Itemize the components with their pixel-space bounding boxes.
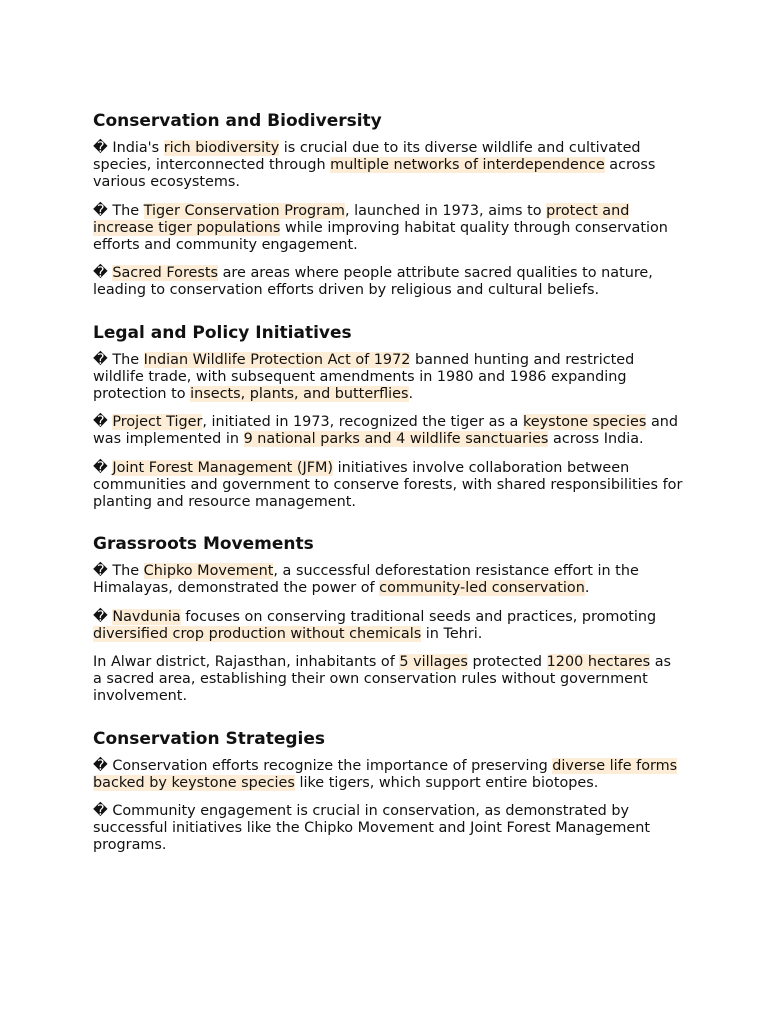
highlighted-phrase: Joint Forest Management (JFM) (112, 459, 334, 476)
text-segment: , launched in 1973, aims to (344, 202, 547, 219)
bullet-paragraph (93, 352, 683, 404)
bullet-paragraph (93, 460, 683, 512)
highlighted-phrase: Sacred Forests (112, 265, 219, 282)
bullet-paragraph (93, 563, 683, 597)
text-segment: . (584, 580, 590, 597)
text-segment: � The (93, 563, 144, 580)
highlighted-phrase: protect and increase tiger populations (93, 202, 630, 236)
highlighted-phrase: diversified crop production without chemicals (93, 625, 422, 642)
bullet-paragraph (93, 203, 683, 255)
highlighted-phrase: community-led conservation (379, 580, 585, 597)
text-segment: focuses on conserving traditional seeds and practices, promoting (180, 608, 657, 625)
section-heading: Grassroots Movements (93, 534, 314, 555)
text-segment: are areas where people attribute sacred qualities to nature, leading to conservation efforts driven by religious and cultural beliefs. (93, 265, 653, 299)
text-segment: � India's (93, 140, 164, 156)
section-conservation-biodiversity (93, 108, 683, 300)
highlighted-phrase: insects, plants, and butterflies (190, 386, 409, 403)
highlighted-phrase: rich biodiversity (163, 140, 280, 156)
section-grassroots (93, 531, 683, 705)
section-strategies (93, 726, 683, 855)
text-segment: � (93, 608, 113, 625)
section-legal-policy (93, 320, 683, 512)
highlighted-phrase: 9 national parks and 4 wildlife sanctuaries (243, 431, 549, 448)
text-segment: initiatives involve collaboration between communities and government to conserve forests, with shared responsibilities for planting and resource management. (93, 459, 683, 511)
bullet-paragraph (93, 758, 683, 792)
bullet-paragraph (93, 609, 683, 643)
bullet-paragraph (93, 803, 683, 855)
text-segment: like tigers, which support entire biotopes. (294, 774, 599, 791)
bullet-paragraph (93, 140, 683, 192)
bullet-paragraph (93, 654, 683, 706)
document-body (93, 108, 683, 875)
bullet-paragraph (93, 265, 683, 299)
highlighted-phrase: Project Tiger (112, 414, 203, 431)
text-segment: in Tehri. (421, 625, 483, 642)
section-heading: Legal and Policy Initiatives (93, 322, 352, 343)
text-segment: , a successful deforestation resistance effort in the Himalayas, demonstrated the power of (93, 563, 639, 597)
highlighted-phrase: Chipko Movement (143, 563, 274, 580)
highlighted-phrase: 5 villages (399, 654, 468, 671)
text-segment: In Alwar district, Rajasthan, inhabitants of (93, 654, 400, 671)
text-segment: � The (93, 202, 144, 219)
text-segment: � The (93, 351, 144, 368)
text-segment: � (93, 459, 113, 476)
highlighted-phrase: multiple networks of interdependence (330, 157, 605, 174)
highlighted-phrase: keystone species (522, 414, 647, 431)
text-segment: � (93, 414, 113, 431)
bullet-paragraph (93, 414, 683, 448)
highlighted-phrase: Tiger Conservation Program (143, 202, 345, 219)
highlighted-phrase: Indian Wildlife Protection Act of 1972 (143, 351, 411, 368)
text-segment: � Conservation efforts recognize the importance of preserving (93, 757, 553, 774)
highlighted-phrase: Navdunia (112, 608, 181, 625)
text-segment: across various ecosystems. (93, 157, 656, 191)
section-heading: Conservation Strategies (93, 728, 326, 749)
text-segment: � (93, 265, 113, 282)
text-segment: while improving habitat quality through conservation efforts and community engagement. (93, 219, 668, 254)
text-segment: . (408, 386, 414, 403)
text-segment: protected (467, 654, 547, 671)
text-segment: banned hunting and restricted wildlife trade, with subsequent amendments in 1980 and 1986 expanding protection to (93, 351, 635, 403)
text-segment: � Community engagement is crucial in conservation, as demonstrated by successful initiatives like the Chipko Movement and Joint Forest Management programs. (93, 803, 651, 854)
section-heading: Conservation and Biodiversity (93, 111, 382, 131)
text-segment: and was implemented in (93, 414, 679, 448)
text-segment: across India. (548, 431, 644, 448)
text-segment: as a sacred area, establishing their own conservation rules without government involvement. (93, 654, 672, 705)
text-segment: , initiated in 1973, recognized the tiger as a (202, 414, 523, 431)
text-segment: is crucial due to its diverse wildlife and cultivated species, interconnected through (93, 140, 641, 174)
highlighted-phrase: 1200 hectares (546, 654, 651, 671)
highlighted-phrase: diverse life forms backed by keystone species (93, 757, 678, 791)
